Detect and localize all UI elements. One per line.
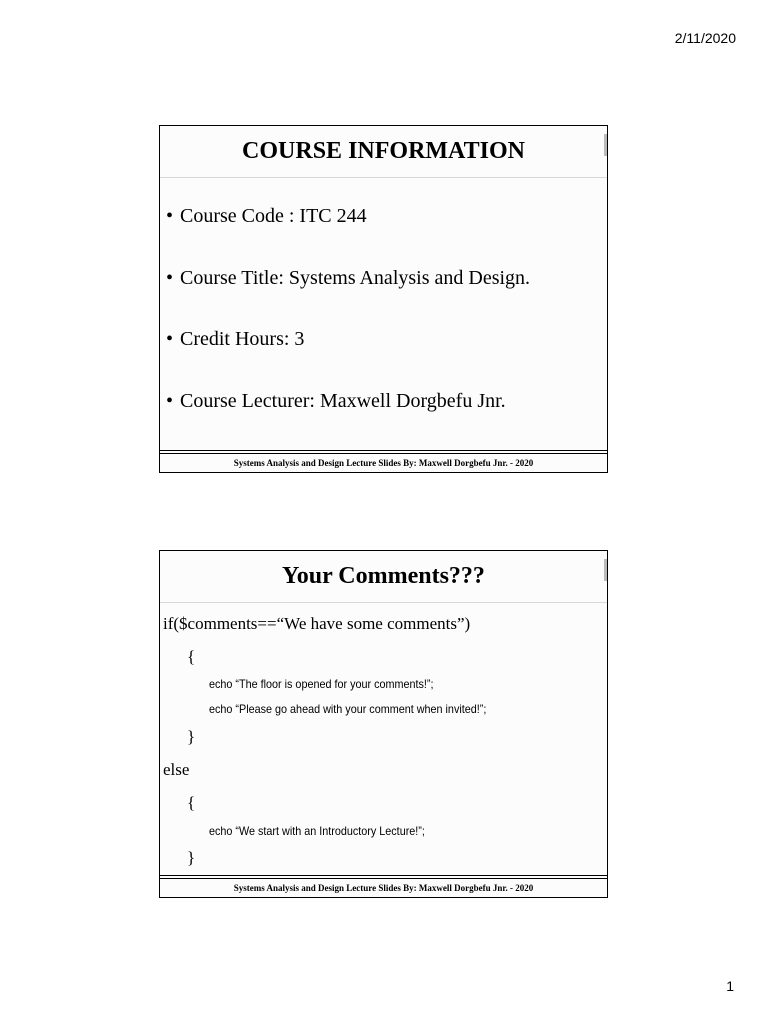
bullet-item-credit-hours bbox=[166, 327, 603, 389]
slide-footer: Systems Analysis and Design Lecture Slides By: Maxwell Dorgbefu Jnr. - 2020 bbox=[160, 878, 607, 897]
code-line: } bbox=[187, 727, 196, 746]
bullet-text: Course Code : ITC 244 bbox=[180, 205, 367, 227]
bullet-item-course-title bbox=[166, 266, 603, 328]
title-edge-marker bbox=[604, 134, 607, 156]
slide-course-information bbox=[159, 125, 608, 473]
code-line: echo “We start with an Introductory Lecture!”; bbox=[209, 824, 425, 838]
bullet-text: Course Title: Systems Analysis and Design. bbox=[180, 266, 531, 289]
code-line: echo “The floor is opened for your comments!”; bbox=[209, 677, 434, 691]
bullet-text: Credit Hours: 3 bbox=[180, 328, 305, 350]
bullet-icon: • bbox=[166, 205, 174, 227]
title-edge-marker bbox=[604, 559, 607, 581]
page-number: 1 bbox=[726, 978, 734, 994]
bullet-icon: • bbox=[166, 266, 174, 289]
print-date: 2/11/2020 bbox=[674, 30, 736, 46]
bullet-list bbox=[166, 204, 603, 450]
slide-your-comments bbox=[159, 550, 608, 898]
bullet-item-course-lecturer bbox=[166, 389, 603, 451]
code-line: if($comments==“We have some comments”) bbox=[163, 614, 471, 633]
code-line: { bbox=[187, 647, 196, 666]
slide-title-text: COURSE INFORMATION bbox=[242, 138, 525, 164]
bullet-icon: • bbox=[166, 389, 174, 412]
slide-footer: Systems Analysis and Design Lecture Slides By: Maxwell Dorgbefu Jnr. - 2020 bbox=[160, 453, 607, 472]
bullet-icon: • bbox=[166, 328, 174, 350]
code-line: else bbox=[163, 760, 190, 779]
slide-title bbox=[160, 551, 607, 603]
bullet-text: Course Lecturer: Maxwell Dorgbefu Jnr. bbox=[180, 389, 506, 412]
slide-title-text: Your Comments??? bbox=[282, 563, 485, 589]
bullet-item-course-code bbox=[166, 204, 603, 266]
slide-title bbox=[160, 126, 607, 178]
code-line: echo “Please go ahead with your comment when invited!”; bbox=[209, 702, 487, 716]
code-line: { bbox=[187, 793, 196, 812]
code-line: } bbox=[187, 848, 196, 867]
